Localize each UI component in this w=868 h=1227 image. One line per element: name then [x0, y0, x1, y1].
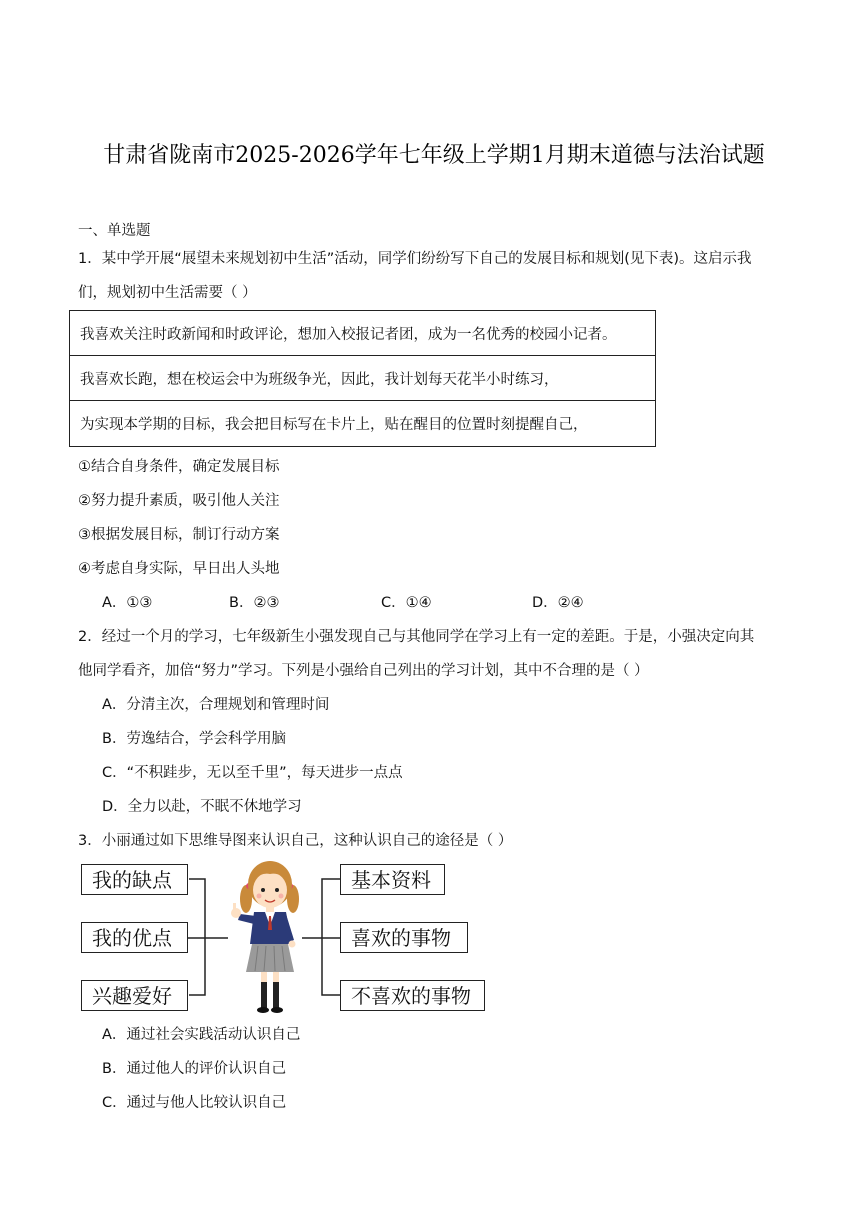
q1-statement-3: ③根据发展目标，制订行动方案 — [78, 527, 280, 543]
q1-statement-4: ④考虑自身实际，早日出人头地 — [78, 561, 280, 577]
mindmap-node-strengths: 我的优点 — [81, 922, 188, 953]
left-bracket — [181, 879, 228, 995]
mindmap-node-hobbies: 兴趣爱好 — [81, 980, 188, 1011]
mindmap-node-weaknesses: 我的缺点 — [81, 864, 188, 895]
mindmap-node-dislikes: 不喜欢的事物 — [340, 980, 485, 1011]
document-title: 甘肃省陇南市2025-2026学年七年级上学期1月期末道德与法治试题 — [103, 143, 765, 168]
q2-option-a[interactable]: A．分清主次，合理规划和管理时间 — [102, 697, 330, 713]
mindmap-node-basic-info: 基本资料 — [340, 864, 445, 895]
q1-statement-1: ①结合自身条件，确定发展目标 — [78, 459, 280, 475]
q3-option-c[interactable]: C．通过与他人比较认识自己 — [102, 1095, 287, 1111]
table-row: 我喜欢关注时政新闻和时政评论，想加入校报记者团，成为一名优秀的校园小记者。 — [70, 311, 655, 356]
q1-stem-line2: 们，规划初中生活需要（ ） — [78, 285, 257, 301]
section-heading: 一、单选题 — [78, 223, 151, 239]
q3-option-a[interactable]: A．通过社会实践活动认识自己 — [102, 1027, 301, 1043]
girl-illustration — [231, 861, 299, 1013]
mindmap-node-likes: 喜欢的事物 — [340, 922, 468, 953]
q1-option-b[interactable]: B．②③ — [229, 595, 280, 611]
q2-option-d[interactable]: D．全力以赴，不眠不休地学习 — [102, 799, 302, 815]
right-bracket — [302, 879, 340, 995]
table-row: 为实现本学期的目标，我会把目标写在卡片上，贴在醒目的位置时刻提醒自己， — [80, 417, 588, 433]
q1-option-d[interactable]: D．②④ — [532, 595, 584, 611]
table-row: 我喜欢长跑，想在校运会中为班级争光，因此，我计划每天花半小时练习， — [70, 356, 655, 401]
q2-stem-line2: 他同学看齐，加倍“努力”学习。下列是小强给自己列出的学习计划，其中不合理的是（ ） — [78, 663, 649, 679]
q2-option-c[interactable]: C．“不积跬步，无以至千里”，每天进步一点点 — [102, 765, 403, 781]
q3-option-b[interactable]: B．通过他人的评价认识自己 — [102, 1061, 286, 1077]
q1-stem-line1: 1．某中学开展“展望未来规划初中生活”活动，同学们纷纷写下自己的发展目标和规划(见下表)。这启示我 — [78, 251, 752, 267]
q3-stem: 3．小丽通过如下思维导图来认识自己，这种认识自己的途径是（ ） — [78, 833, 513, 849]
q1-statement-2: ②努力提升素质，吸引他人关注 — [78, 493, 280, 509]
q2-option-b[interactable]: B．劳逸结合，学会科学用脑 — [102, 731, 286, 747]
q1-option-c[interactable]: C．①④ — [381, 595, 432, 611]
q2-stem-line1: 2．经过一个月的学习，七年级新生小强发现自己与其他同学在学习上有一定的差距。于是，小强决定向其 — [78, 629, 755, 645]
q1-option-a[interactable]: A．①③ — [102, 595, 153, 611]
